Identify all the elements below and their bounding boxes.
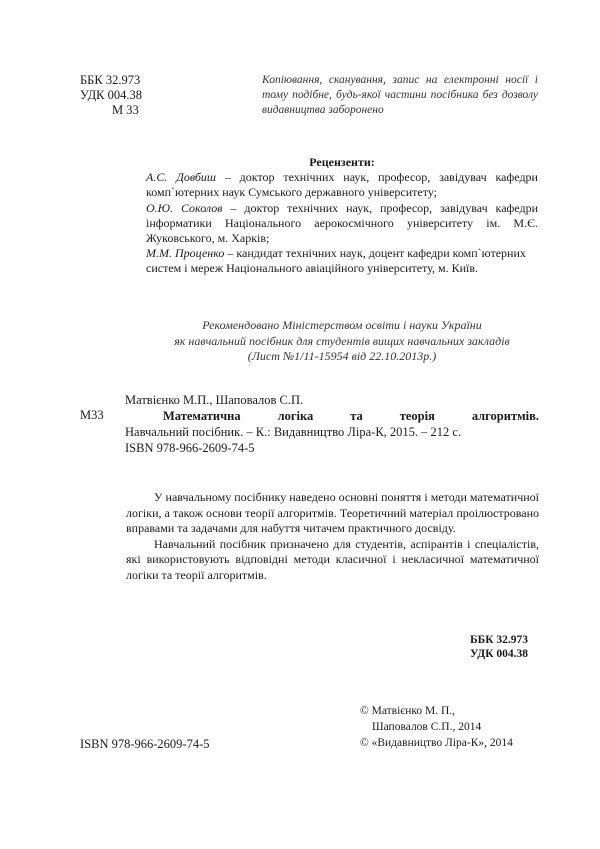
title-word: та (350, 409, 363, 423)
title-word: теорія (399, 409, 435, 423)
title-word: Математична (163, 409, 241, 423)
isbn-footer: ISBN 978-966-2609-74-5 (80, 737, 210, 751)
recommendation-line: як навчальний посібник для студентів вищих навчальних закладів (174, 333, 510, 348)
ministry-recommendation (146, 318, 538, 365)
bbk-code: ББК 32.973 (470, 634, 529, 646)
reviewer-item (146, 201, 538, 247)
udk-code: УДК 004.38 (80, 88, 142, 102)
classification-codes-bottom (470, 633, 528, 661)
copyright-authors-cont: Шаповалов С.П., 2014 (372, 721, 482, 733)
publisher-line: Навчальний посібник. – К.: Видавництво Ліра-К, 2015. – 212 с. (125, 425, 462, 439)
reviewer-name: М.М. Проценко (146, 246, 225, 261)
classification-codes (80, 73, 142, 118)
copyrights (360, 703, 513, 751)
author-mark: М 33 (112, 103, 139, 117)
bibliographic-record (125, 392, 539, 456)
copyright-publisher: © «Видавництво Ліра-К», 2014 (360, 737, 513, 749)
recommendation-letter: (Лист №1/11-15954 від 22.10.2013р.) (247, 349, 437, 363)
reviewer-name: О.Ю. Соколов (146, 200, 223, 215)
bibliography-author-mark: М33 (80, 408, 104, 422)
reviewer-text: – доктор технічних наук, професор, завідувач кафедри комп`ютерних наук Сумського державного університету; (146, 170, 538, 200)
title-word: алгоритмів. (471, 409, 539, 423)
abstract (126, 490, 539, 584)
reviewers-title: Рецензенти: (309, 155, 375, 169)
reviewer-text: – кандидат технічних наук, доцент кафедри комп`ютерних систем і мереж Національного авіаційного університету, м. Київ. (146, 246, 526, 276)
isbn: ISBN 978-966-2609-74-5 (125, 441, 255, 455)
reviewer-item (146, 246, 538, 276)
copyright-notice: Копіювання, сканування, запис на електронні носії і тому подібне, будь-якої частини посібника без дозволу видавництва заборонено (262, 74, 538, 116)
reviewer-text: – доктор технічних наук, професор, завідувач кафедри інформатики Національного аерокосмічного університету ім. М.Є. Жуковського, м. Харків; (146, 200, 538, 246)
reviewer-name: А.С. Довбиш (146, 170, 216, 185)
bbk-code: ББК 32.973 (80, 73, 141, 87)
udk-code: УДК 004.38 (470, 648, 529, 660)
recommendation-line: Рекомендовано Міністерством освіти і науки України (202, 318, 482, 332)
abstract-paragraph: Навчальний посібник призначено для студентів, аспірантів і спеціалістів, які використовують відповідні методи класичної і некласичної математичної логіки та теорії алгоритмів. (126, 536, 539, 582)
reviewers-block (146, 155, 538, 277)
book-title (125, 408, 539, 424)
copyright-authors: © Матвієнко М. П., (360, 705, 456, 717)
authors: Матвієнко М.П., Шаповалов С.П. (125, 393, 304, 407)
reviewer-item (146, 170, 538, 200)
abstract-paragraph: У навчальному посібнику наведено основні поняття і методи математичної логіки, а також основи теорії алгоритмів. Теоретичний матеріал проілюстровано вправами та задачами для набуття читачем практичного досвіду. (126, 490, 539, 536)
title-word: логіка (277, 409, 314, 423)
